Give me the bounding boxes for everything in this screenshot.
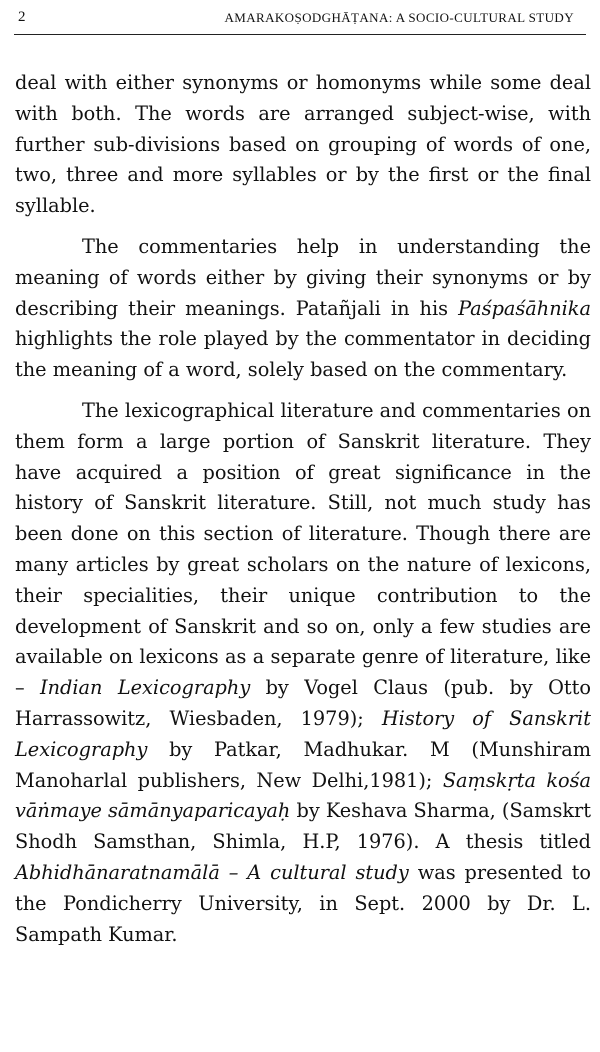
page-number: 2 bbox=[18, 9, 26, 25]
running-title: AMARAKOṢODGHĀṬANA: A SOCIO-CULTURAL STUDY bbox=[224, 10, 574, 25]
page-header bbox=[14, 6, 586, 35]
paragraph-2 bbox=[15, 232, 591, 386]
italic-title: Indian Lexicography bbox=[40, 676, 251, 700]
paragraph-text: by Keshava Sharma, (Samskrt Shodh Samsthan, Shimla, H.P, 1976). A thesis titled bbox=[15, 799, 591, 854]
paragraph-3 bbox=[15, 396, 591, 950]
paragraph-text: was presented to the Pondicherry University, in Sept. 2000 by Dr. L. Sampath Kumar. bbox=[15, 860, 591, 946]
paragraph-text: by Patkar, Madhukar. M (Munshiram Manoharlal publishers, New Delhi,1981); bbox=[15, 737, 591, 792]
paragraph-1 bbox=[15, 68, 591, 222]
italic-title: Abhidhānaratnamālā – A cultural study bbox=[15, 860, 409, 884]
italic-title: Paśpaśāhnika bbox=[458, 296, 591, 320]
paragraph-text: by Vogel Claus (pub. by Otto Harrassowitz, Wiesbaden, 1979); bbox=[15, 676, 591, 730]
paragraph-text: deal with either synonyms or homonyms while some deal with both. The words are arranged subject-wise, with further sub-divisions based on grouping of words of one, two, three and more syllables or by the first or the final syllable. bbox=[15, 71, 591, 218]
italic-title: History of Sanskrit Lexicography bbox=[15, 706, 591, 761]
paragraph-text: highlights the role played by the commentator in deciding the meaning of a word, solely based on the commentary. bbox=[15, 327, 591, 382]
paragraph-text: The commentaries help in understanding the meaning of words either by giving their synonyms or by describing their meanings. Patañjali in his bbox=[15, 234, 591, 320]
italic-title: Saṃskṛta kośa vāṅmaye sāmānyaparicayaḥ bbox=[15, 768, 592, 823]
paragraph-text: The lexicographical literature and commentaries on them form a large portion of Sanskrit literature. They have acquired a position of great significance in the history of Sanskrit literature. Still, not much study has been done on this section of literature. Though there are many articles by great scholars on the nature of lexicons, their specialities, their unique contribution to the development of Sanskrit and so on, only a few studies are available on lexicons as a separate genre of literature, like – bbox=[15, 398, 591, 700]
body-text bbox=[15, 68, 591, 950]
